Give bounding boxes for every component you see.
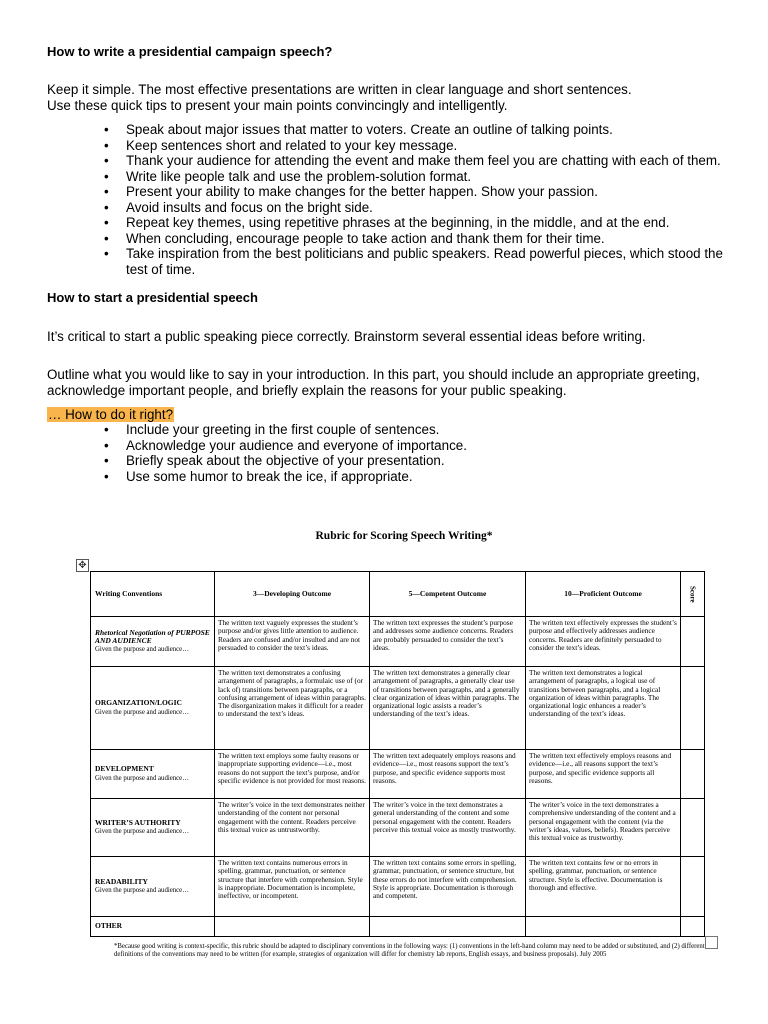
developing-cell: The written text demonstrates a confusing arrangement of paragraphs, a formulaic use of (or lack of) transitions between paragraphs, or a confusing arrangement of ideas within paragraphs. The disorganization makes it difficult for a reader to understand the text’s ideas. <box>215 667 370 750</box>
category-label: OTHER <box>95 921 123 931</box>
list-item: • Avoid insults and focus on the bright side. <box>47 200 737 216</box>
list-item: • Speak about major issues that matter to voters. Create an outline of talking points. <box>47 122 737 138</box>
intro-tips-list <box>47 422 737 484</box>
category-label: DEVELOPMENT <box>95 764 154 774</box>
category-sub: Given the purpose and audience… <box>95 774 189 782</box>
rubric-footnote: *Because good writing is context-specific, this rubric should be adapted to disciplinary conventions in the following ways: (1) conventions in the left-hand column may need to be added or substituted, and (2) different definitions of the conventions may need to be written (for example, strategies of organization will differ for chemistry lab reports, English essays, and business proposals). July 2005 <box>114 943 705 958</box>
developing-cell <box>215 917 370 937</box>
rubric-table <box>90 571 705 937</box>
category-label: Rhetorical Negotiation of PURPOSE AND AUDIENCE <box>95 627 210 645</box>
rubric-title: Rubric for Scoring Speech Writing* <box>315 530 493 542</box>
list-item: • Keep sentences short and related to your key message. <box>47 138 737 154</box>
category-label: ORGANIZATION/LOGIC <box>95 698 182 708</box>
table-row <box>91 917 705 937</box>
score-cell[interactable] <box>681 857 705 917</box>
list-item: • Acknowledge your audience and everyone of importance. <box>47 438 737 454</box>
how-to-line <box>47 407 737 423</box>
intro-line-1: Keep it simple. The most effective presentations are written in clear language and short sentences. <box>47 82 632 97</box>
category-sub: Given the purpose and audience… <box>95 646 189 654</box>
category-cell <box>91 667 215 750</box>
list-item: • When concluding, encourage people to take action and thank them for their time. <box>47 231 737 247</box>
category-cell <box>91 617 215 667</box>
header-cell: Writing Conventions <box>91 572 215 617</box>
category-label: READABILITY <box>95 876 148 886</box>
developing-cell: The written text contains numerous errors in spelling, grammar, punctuation, or sentence structure that interfere with comprehension. Style is inappropriate. Documentation is incomplete, ineffective, or incompetent. <box>215 857 370 917</box>
start-paragraph-2: Outline what you would like to say in your introduction. In this part, you should include an appropriate greeting, acknowledge important people, and briefly explain the reasons for your public speaking. <box>47 367 700 398</box>
proficient-cell: The written text demonstrates a logical arrangement of paragraphs, a logical use of transitions between paragraphs, and a logical organization of ideas within paragraphs. The organizational logic enhances a reader’s understanding of the text’s ideas. <box>526 667 681 750</box>
developing-cell: The writer’s voice in the text demonstrates neither understanding of the content nor personal engagement with the content. Readers perceive this textual voice as untrustworthy. <box>215 799 370 857</box>
category-cell <box>91 917 215 937</box>
developing-cell: The written text vaguely expresses the student’s purpose and/or gives little attention to audience. Readers are confused and/or insulted and are not persuaded to consider the text’s ideas. <box>215 617 370 667</box>
category-label: WRITER’S AUTHORITY <box>95 817 181 827</box>
table-move-handle-icon[interactable]: ✥ <box>76 559 89 572</box>
header-cell: 5—Competent Outcome <box>370 572 526 617</box>
intro-paragraph <box>47 82 737 113</box>
competent-cell: The writer’s voice in the text demonstrates a general understanding of the content and some personal engagement with the content. Readers perceive this textual voice as mostly trustworthy. <box>370 799 526 857</box>
list-item: • Write like people talk and use the problem-solution format. <box>47 169 737 185</box>
developing-cell: The written text employs some faulty reasons or inappropriate supporting evidence—i.e., most reasons do not support the text’s purpose, and/or specific evidence is not provided for most reasons. <box>215 750 370 799</box>
table-row <box>91 617 705 667</box>
category-sub: Given the purpose and audience… <box>95 828 189 835</box>
competent-cell: The written text contains some errors in spelling, grammar, punctuation, or sentence structure, but these errors do not interfere with comprehension. Style is appropriate. Documentation is thorough and competent. <box>370 857 526 917</box>
table-resize-handle[interactable] <box>705 936 718 949</box>
list-item: • Take inspiration from the best politicians and public speakers. Read powerful pieces, which stood the test of time. <box>47 246 737 277</box>
proficient-cell: The written text effectively employs reasons and evidence—i.e., all reasons support the text’s purpose, and specific evidence supports all reasons. <box>526 750 681 799</box>
table-header-row <box>91 572 705 617</box>
competent-cell: The written text expresses the student’s purpose and addresses some audience concerns. Readers are probably persuaded to consider the text’s ideas. <box>370 617 526 667</box>
tips-list <box>47 122 737 277</box>
proficient-cell <box>526 917 681 937</box>
header-cell: 3—Developing Outcome <box>215 572 370 617</box>
category-sub: Given the purpose and audience… <box>95 887 189 894</box>
proficient-cell: The written text effectively expresses the student’s purpose and effectively addresses audience concerns. Readers are definitely persuaded to consider the text’s ideas. <box>526 617 681 667</box>
proficient-cell: The writer’s voice in the text demonstrates a comprehensive understanding of the content and a personal engagement with the content (via the writer’s ideas, values, beliefs). Readers perceive this textual voice as trustworthy. <box>526 799 681 857</box>
highlighted-text: … How to do it right? <box>48 407 174 422</box>
start-paragraph-1: It’s critical to start a public speaking piece correctly. Brainstorm several essential ideas before writing. <box>47 329 646 344</box>
table-row <box>91 857 705 917</box>
list-item: • Repeat key themes, using repetitive phrases at the beginning, in the middle, and at the end. <box>47 215 737 231</box>
category-cell <box>91 857 215 917</box>
list-item: • Briefly speak about the objective of your presentation. <box>47 453 737 469</box>
intro-line-2: Use these quick tips to present your main points convincingly and intelligently. <box>47 97 508 113</box>
list-item: • Include your greeting in the first couple of sentences. <box>47 422 737 438</box>
score-cell[interactable] <box>681 667 705 750</box>
score-cell[interactable] <box>681 917 705 937</box>
table-row <box>91 667 705 750</box>
category-sub: Given the purpose and audience… <box>95 708 189 716</box>
competent-cell <box>370 917 526 937</box>
table-row <box>91 799 705 857</box>
score-cell[interactable] <box>681 799 705 857</box>
header-cell-score: Score <box>681 572 705 617</box>
competent-cell: The written text demonstrates a generally clear arrangement of paragraphs, a generally clear use of transitions between paragraphs, and a generally clear organization of ideas within paragraphs. The organizational logic assists a reader’s understanding of the text’s ideas. <box>370 667 526 750</box>
list-item: • Use some humor to break the ice, if appropriate. <box>47 469 737 485</box>
competent-cell: The written text adequately employs reasons and evidence—i.e., most reasons support the text’s purpose, and specific evidence supports most reasons. <box>370 750 526 799</box>
header-cell: 10—Proficient Outcome <box>526 572 681 617</box>
list-item: • Present your ability to make changes for the better happen. Show your passion. <box>47 184 737 200</box>
category-cell <box>91 799 215 857</box>
score-cell[interactable] <box>681 750 705 799</box>
section-heading-write: How to write a presidential campaign speech? <box>47 44 333 59</box>
score-cell[interactable] <box>681 617 705 667</box>
list-item: • Thank your audience for attending the event and make them feel you are chatting with each of them. <box>47 153 737 169</box>
table-row <box>91 750 705 799</box>
proficient-cell: The written text contains few or no errors in spelling, grammar, punctuation, or sentence structure. Style is effective. Documentation is thorough and effective. <box>526 857 681 917</box>
section-heading-start: How to start a presidential speech <box>47 290 258 305</box>
category-cell <box>91 750 215 799</box>
